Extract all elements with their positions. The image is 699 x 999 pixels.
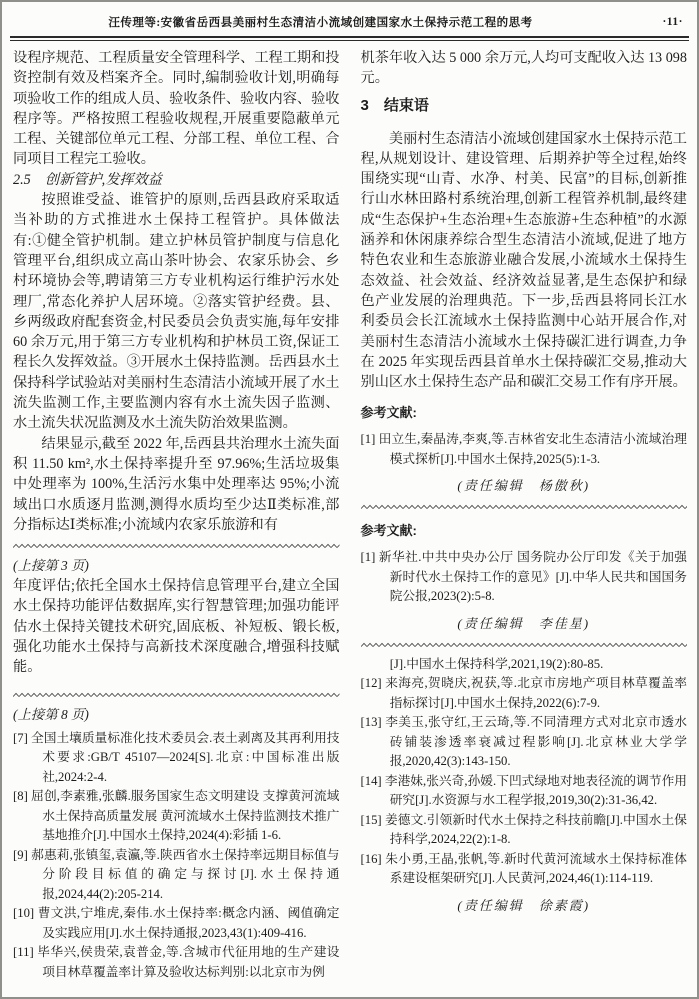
paragraph-continued-page-3: 年度评估;依托全国水土保持信息管理平台,建立全国水土保持功能评估数据库,实行智慧管理;加强功能评估水土保持关键技术研究,固底板、补短板、锻长板,强化功能水土保持与高新技术深度融合,增强科技赋能。 [13,578,340,676]
page-number: ·11· [662,16,683,28]
two-column-body [2,41,697,982]
reference-item-1b: [1] 新华社.中共中央办公厅 国务院办公厅印发《关于加强新时代水土保持工作的意见》[J].中华人民共和国国务院公报,2023(2):5-8. [360,550,687,604]
wavy-divider [13,692,340,698]
paragraph-results: 结果显示,截至 2022 年,岳西县共治理水土流失面积 11.50 km²,水土保持率提升至 97.96%;生活垃圾集中处理率为 100%,生活污水集中处理率达 95%;小流域出口水质逐月监测,测得水质均至少达Ⅱ类标准,部分指标达Ⅰ类标准;小流域内农家乐旅游和有 [13,435,340,533]
reference-item-15: [15] 姜德文.引领新时代水土保持之科技前瞻[J].中国水土保持科学,2024,22(2):1-8. [360,812,687,847]
page-header [2,2,697,36]
left-column [13,48,340,982]
reference-item-16: [16] 朱小勇,王晶,张帆,等.新时代黄河流域水土保持标准体系建设框架研究[J].人民黄河,2024,46(1):114-119. [360,851,687,886]
reference-item-12: [12] 来海亮,贺晓庆,祝获,等.北京市房地产项目林草覆盖率指标探讨[J].中国水土保持,2022(6):7-9. [360,676,687,710]
section-heading-2-5: 2.5 创新管护,发挥效益 [13,171,162,188]
continued-from-page-8-label: (上接第 8 页) [13,706,89,722]
references-heading: 参考文献: [360,405,417,421]
references-heading: 参考文献: [360,523,417,539]
wavy-divider [13,543,340,549]
responsible-editor: (责任编辑 李佳星) [457,615,591,631]
reference-carryover: [J].中国水土保持科学,2021,19(2):80-85. [389,656,604,671]
paragraph-income: 机茶年收入达 5 000 余万元,人均可支配收入达 13 098 元。 [360,50,687,87]
reference-item-10: [10] 曹文洪,宁堆虎,秦伟.水土保持率:概念内涵、阈值确定及实践应用[J].水土保持通报,2023,43(1):409-416. [13,906,340,940]
reference-item-14: [14] 李港妹,张兴奇,孙媛.下凹式绿地对地表径流的调节作用研究[J].水资源与水工程学报,2019,30(2):31-36,42. [360,773,687,808]
wavy-divider [361,504,688,510]
section-heading-3: 3 结束语 [360,96,429,114]
responsible-editor: (责任编辑 徐素霞) [457,897,591,913]
reference-item-13: [13] 李美玉,张守红,王云琦,等.不同清理方式对北京市透水砖铺装渗透率衰减过程影响[J].北京林业大学学报,2020,42(3):143-150. [360,715,687,769]
paragraph-acceptance: 设程序规范、工程质量安全管理科学、工程工期和投资控制有效及档案齐全。同时,编制验收计划,明确每项验收工作的组成人员、验收条件、验收内容、验收程序等。严格按照工程验收规程,开展重要隐蔽单元工程、关键部位单元工程、分部工程、单位工程、合同项目工程完工验收。 [13,50,340,168]
right-column [361,48,688,982]
reference-item-7: [7] 全国土壤质量标准化技术委员会.表土剥离及其再利用技术要求:GB/T 45107—2024[S].北京:中国标准出版社,2024:2-4. [13,730,340,784]
reference-item-9: [9] 郝惠莉,张镇玺,袁瀛,等.陕西省水土保持率远期目标值与分阶段目标值的确定与探讨[J].水土保持通报,2024,44(2):205-214. [13,847,340,901]
reference-item-8: [8] 屈创,李素雅,张麟.服务国家生态文明建设 支撑黄河流域水土保持高质量发展 黄河流域水土保持监测技术推广基地推介[J].中国水土保持,2024(4):彩插 1-6. [13,789,340,843]
responsible-editor: (责任编辑 杨傲秋) [457,478,591,494]
paragraph-management: 按照谁受益、谁管护的原则,岳西县政府采取适当补助的方式推进水土保持工程管护。具体做法有:①健全管护机制。建立护林员管护制度与信息化管理平台,组织成立高山茶叶协会、农家乐协会、乡村环境协会等,聘请第三方专业机构运行维护污水处理厂,常态化养护人居环境。②落实管护经费。县、乡两级政府配套资金,村民委员会负责实施,每年安排 60 余万元,用于第三方专业机构和护林员工资,保证工程长久发挥效益。③开展水土保持监测。岳西县水土保持科学试验站对美丽村生态清洁小流域开展了水土流失监测工作,主要监测内容有水土流失因子监测、水土流失状况监测及水土流失防治效果监测。 [13,192,340,432]
continued-from-page-3-label: (上接第 3 页) [13,558,89,574]
running-title: 汪传理等:安徽省岳西县美丽村生态清洁小流域创建国家水土保持示范工程的思考 [108,17,533,29]
reference-item-1a: [1] 田立生,秦晶涛,李爽,等.吉林省安北生态清洁小流域治理模式探析[J].中国水土保持,2025(5):1-3. [360,432,687,466]
reference-item-11: [11] 毕华兴,侯贵荣,袁普金,等.含城市代征用地的生产建设项目林草覆盖率计算及验收达标判别:以北京市为例 [13,945,340,979]
wavy-divider [361,642,688,648]
paragraph-conclusion: 美丽村生态清洁小流域创建国家水土保持示范工程,从规划设计、建设管理、后期养护等全过程,始终围绕实现“山青、水净、村美、民富”的目标,创新推行山水林田路村系统治理,创新工程管养机制,最终建成“生态保护+生态治理+生态旅游+生态种植”的水源涵养和休闲康养综合型生态清洁小流域,促进了地方特色农业和生态旅游业融合发展,小流域水土保持生态效益、社会效益、经济效益显著,是生态保护和绿色产业发展的治理典范。下一步,岳西县将同长江水利委员会长江流域水土保持监测中心站开展合作,对美丽村生态清洁小流域水土保持碳汇进行调查,力争在 2025 年实现岳西县首单水土保持碳汇交易,推动大别山区水土保持生态产品和碳汇交易工作有序开展。 [360,130,687,391]
